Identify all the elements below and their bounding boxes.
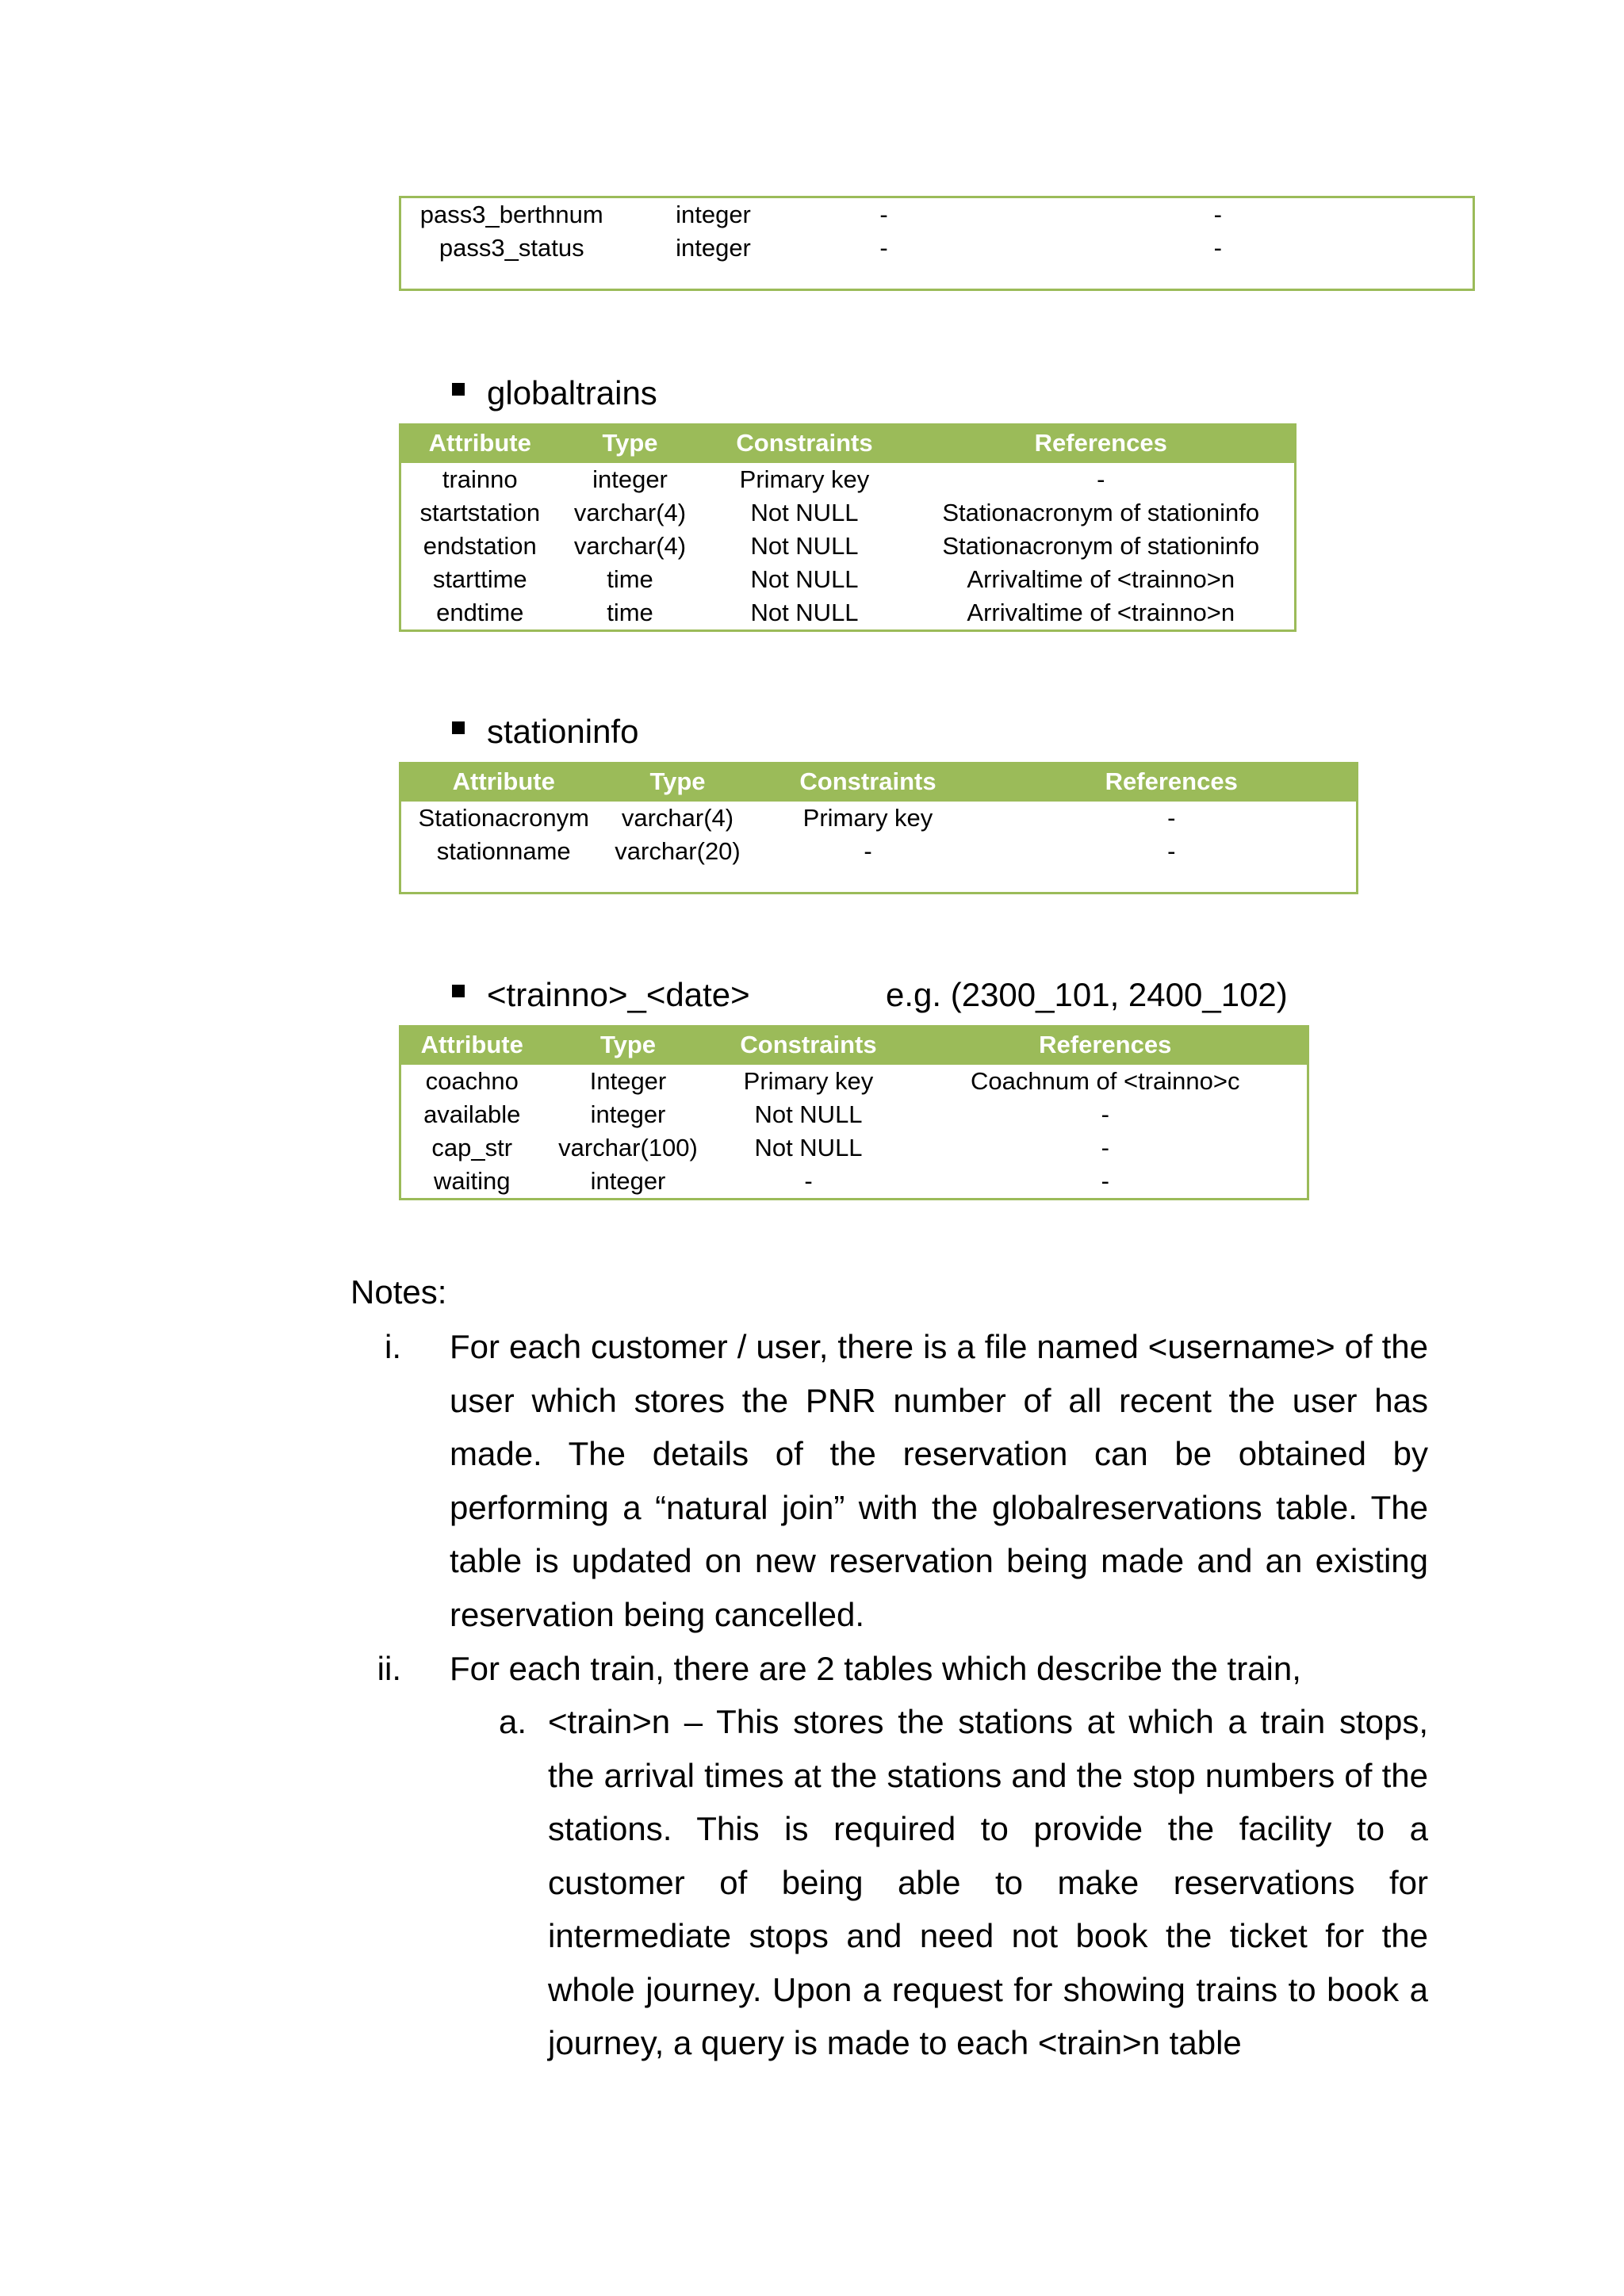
table-header-row (400, 1027, 1308, 1064)
table-row (400, 232, 1474, 265)
list-item: For each train, there are 2 tables which describe the train, (450, 1650, 1301, 1687)
table-cell: - (1167, 804, 1176, 832)
table-cell: time (607, 565, 653, 593)
table-cell: Arrivaltime of <trainno>n (967, 565, 1235, 593)
table-cell: pass3_berthnum (419, 201, 603, 228)
column-header: References (987, 763, 1358, 801)
table-cell: Not NULL (754, 1100, 863, 1128)
table-row (400, 197, 1474, 232)
table-cell: - (864, 837, 872, 865)
table-cell: coachno (425, 1067, 519, 1095)
table-cell: Not NULL (750, 499, 859, 526)
section-title: globaltrains (487, 374, 657, 411)
table-cell: trainno (442, 465, 518, 493)
bullet-icon (452, 383, 465, 396)
list-item: <train>n – This stores the stations at which a train stops, the arrival times at the stations and the stop numbers of the stations. This is required to provide the facility to a customer of being able to make reservations for intermediate stops and need not book the ticket for the whole journey. Upon a request for showing trains to book a journey, a query is made to each <train>n table (548, 1703, 1428, 2061)
table-cell: Integer (589, 1067, 667, 1095)
table-cell: stationname (436, 837, 571, 865)
table-cell: integer (590, 1100, 666, 1128)
section-heading-trainno-date (452, 975, 750, 1015)
table-cell: Stationacronym (418, 804, 589, 832)
table-cell: endtime (436, 599, 524, 626)
table-cell: varchar(100) (558, 1134, 698, 1161)
bullet-icon (452, 721, 465, 734)
table-cell: - (1167, 837, 1176, 865)
table-cell: Primary key (739, 465, 870, 493)
table-cell: available (423, 1100, 521, 1128)
column-header: Type (607, 763, 749, 801)
table-cell: integer (676, 201, 751, 228)
column-header: Attribute (400, 425, 559, 462)
table-row (400, 496, 1296, 530)
notes-title: Notes: (350, 1273, 447, 1311)
table-row (400, 835, 1358, 868)
top-table (399, 196, 1475, 291)
column-header: References (908, 425, 1296, 462)
section-heading-stationinfo (452, 712, 638, 752)
table-cell: Not NULL (754, 1134, 863, 1161)
column-header: Constraints (702, 425, 908, 462)
table-cell: - (804, 1167, 813, 1195)
table-cell: varchar(4) (573, 499, 687, 526)
table-cell: integer (676, 234, 751, 262)
column-header: Type (559, 425, 702, 462)
table-cell: time (607, 599, 653, 626)
table-cell: - (1101, 1167, 1109, 1195)
table-cell: waiting (434, 1167, 511, 1195)
table-cell: Primary key (802, 804, 933, 832)
table-cell: starttime (432, 565, 527, 593)
list-marker: ii. (377, 1650, 401, 1687)
table-cell: varchar(4) (621, 804, 734, 832)
table-cell: Stationacronym of stationinfo (942, 532, 1260, 560)
globaltrains-table (399, 423, 1297, 632)
column-header: Attribute (400, 763, 607, 801)
list-marker: a. (498, 1703, 527, 1740)
table-header-row (400, 425, 1296, 462)
list-item: For each customer / user, there is a file named <username> of the user which stores the PNR number of all recent the user has made. The details of the reservation can be obtained by performing a “natural join” with the globalreservations table. The table is updated on new reservation being made and an existing reservation being cancelled. (450, 1328, 1428, 1633)
bullet-icon (452, 985, 465, 997)
table-cell: - (1101, 1134, 1109, 1161)
example-text: e.g. (2300_101, 2400_102) (886, 976, 1288, 1013)
table-cell: varchar(4) (573, 532, 687, 560)
table-cell: Arrivaltime of <trainno>n (967, 599, 1235, 626)
trainno-date-table (399, 1025, 1309, 1200)
table-cell: - (879, 201, 888, 228)
column-header: Attribute (400, 1027, 543, 1064)
table-row (400, 1064, 1308, 1099)
table-cell: startstation (419, 499, 541, 526)
table-row (400, 596, 1296, 631)
table-cell: Primary key (743, 1067, 874, 1095)
table-row (400, 1131, 1308, 1165)
table-cell: - (879, 234, 888, 262)
table-row (400, 1098, 1308, 1131)
section-title: stationinfo (487, 713, 639, 750)
table-cell: Not NULL (750, 565, 859, 593)
table-cell: pass3_status (439, 234, 584, 262)
table-cell: - (1101, 1100, 1109, 1128)
section-title: <trainno>_<date> (487, 976, 750, 1013)
stationinfo-table (399, 762, 1358, 894)
table-cell: - (1213, 201, 1222, 228)
list-marker: i. (385, 1328, 401, 1365)
column-header: Constraints (714, 1027, 904, 1064)
column-header: References (904, 1027, 1308, 1064)
table-row (400, 1165, 1308, 1200)
column-header: Constraints (749, 763, 987, 801)
table-row (400, 563, 1296, 596)
table-cell: - (1097, 465, 1105, 493)
table-cell: - (1213, 234, 1222, 262)
table-cell: varchar(20) (615, 837, 741, 865)
table-cell: Not NULL (750, 599, 859, 626)
table-cell: endstation (423, 532, 537, 560)
table-row (400, 462, 1296, 497)
table-row (400, 530, 1296, 563)
column-header: Type (543, 1027, 714, 1064)
table-cell: Coachnum of <trainno>c (971, 1067, 1240, 1095)
table-cell: integer (590, 1167, 666, 1195)
table-cell: Not NULL (750, 532, 859, 560)
section-heading-globaltrains (452, 373, 657, 413)
table-cell: integer (592, 465, 668, 493)
table-row (400, 801, 1358, 836)
table-cell: Stationacronym of stationinfo (942, 499, 1260, 526)
table-header-row (400, 763, 1358, 801)
table-cell: cap_str (431, 1134, 513, 1161)
